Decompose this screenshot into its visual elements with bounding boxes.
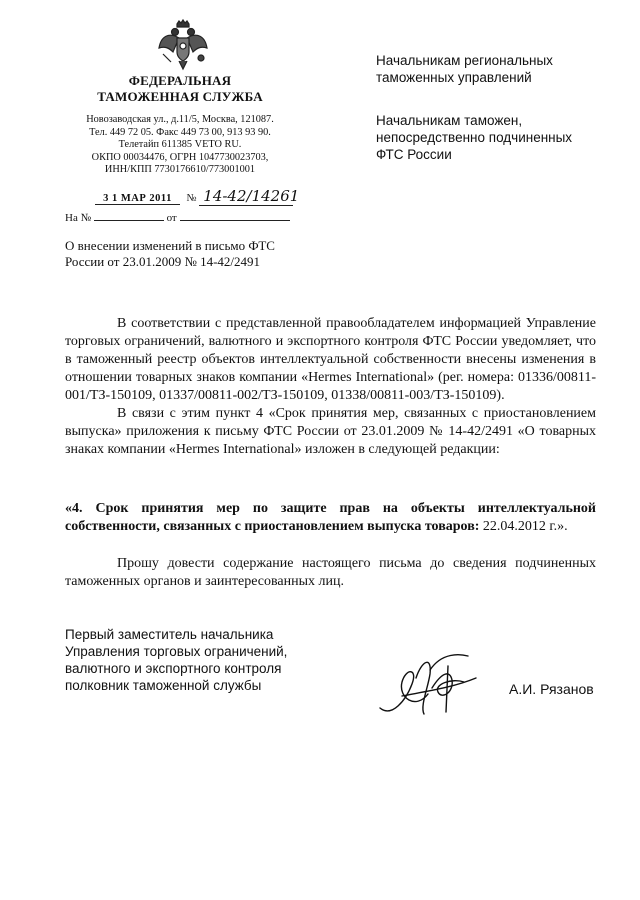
reply-reference-line xyxy=(65,209,290,224)
handwritten-signature xyxy=(372,648,492,723)
recipient-line: Начальникам региональных xyxy=(376,53,553,68)
organization-name xyxy=(40,73,320,105)
recipient-group-2 xyxy=(376,112,606,163)
address-block xyxy=(40,114,320,177)
body-paragraph-1: В соответствии с представленной правообладателем информацией Управление торговых ограничений, валютного и экспортного контроля ФТС России уведомляет, что в таможенный реестр объектов интеллектуальной собственности внесены изменения в отношении товарных знаков компании «Hermes International» (рег. номера: 01336/00811-001/ТЗ-150109, 01337/00811-002/ТЗ-150109, 01338/00811-003/ТЗ-150109). xyxy=(65,316,596,403)
ot-label: от xyxy=(166,212,177,224)
subject-line-2: России от 23.01.2009 № 14-42/2491 xyxy=(65,254,261,269)
signatory-line: валютного и экспортного контроля xyxy=(65,661,282,676)
amendment-date-text: 22.04.2012 г.». xyxy=(479,519,568,534)
subject-line-1: О внесении изменений в письмо ФТС xyxy=(65,238,275,253)
signatory-title xyxy=(65,626,355,694)
recipient-group-1 xyxy=(376,52,606,86)
signatory-line: полковник таможенной службы xyxy=(65,678,262,693)
body-paragraph-2: В связи с этим пункт 4 «Срок принятия мер, связанных с приостановлением выпуска» приложения к письму ФТС России от 23.01.2009 № 14-42/2491 «О товарных знаках компании «Hermes International» изложен в следующей редакции: xyxy=(65,406,596,457)
body-paragraph-amendment xyxy=(65,500,596,536)
recipient-line: ФТС России xyxy=(376,147,452,162)
body-paragraph-request: Прошу довести содержание настоящего письма до сведения подчиненных таможенных органов и заинтересованных лиц. xyxy=(65,556,596,589)
letter-number: 14-42/14261 xyxy=(199,187,293,206)
address-line: ОКПО 00034476, ОГРН 1047730023703, xyxy=(91,151,269,163)
org-line-2: ТАМОЖЕННАЯ СЛУЖБА xyxy=(97,89,263,104)
reply-date-blank xyxy=(180,209,290,221)
signatory-line: Управления торговых ограничений, xyxy=(65,644,288,659)
address-line: Новозаводская ул., д.11/5, Москва, 121087. xyxy=(86,114,274,125)
na-label: На № xyxy=(65,212,92,224)
number-label: № xyxy=(186,193,197,204)
signatory-line: Первый заместитель начальника xyxy=(65,627,274,642)
recipient-line: Начальникам таможен, xyxy=(376,113,523,128)
address-line: ИНН/КПП 7730176610/773001001 xyxy=(104,164,256,176)
recipient-line: непосредственно подчиненных xyxy=(376,130,573,145)
amendment-bold-text: «4. Срок принятия мер по защите прав на объекты интеллектуальной собственности, связанных с приостановлением выпуска товаров: xyxy=(65,501,596,534)
recipient-line: таможенных управлений xyxy=(376,70,532,85)
org-line-1: ФЕДЕРАЛЬНАЯ xyxy=(128,73,232,88)
russian-coat-of-arms-icon xyxy=(155,18,211,74)
signatory-name: А.И. Рязанов xyxy=(509,681,594,697)
letter-date: 3 1 МАР 2011 xyxy=(95,193,180,205)
registration-line xyxy=(95,187,300,206)
address-line: Тел. 449 72 05. Факс 449 73 00, 913 93 90. xyxy=(89,126,271,138)
letter-subject xyxy=(65,238,325,270)
reply-number-blank xyxy=(94,209,164,221)
address-line: Телетайп 611385 VETO RU. xyxy=(118,139,242,151)
